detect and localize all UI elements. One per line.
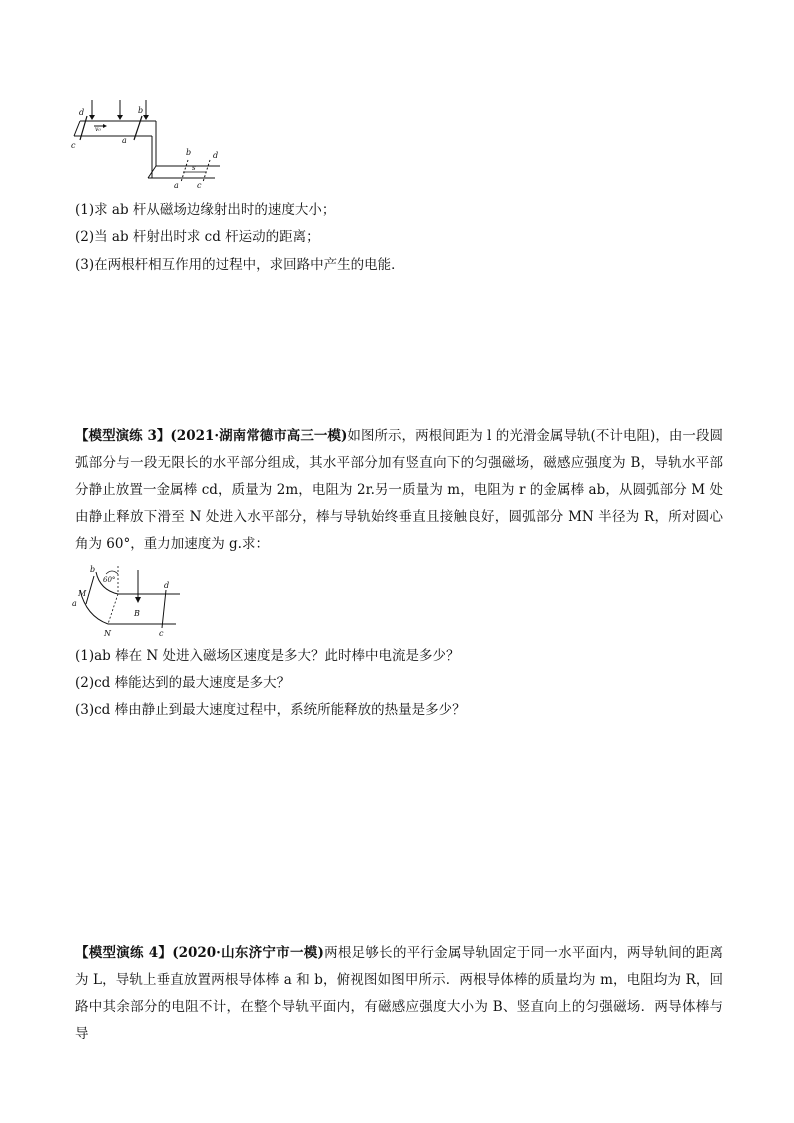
p4-statement xyxy=(75,940,723,1048)
arc-rail-figure xyxy=(70,562,188,642)
fig1-label-b: b xyxy=(138,106,144,115)
fig2-label-angle: 60° xyxy=(103,576,116,584)
fig2-label-a: a xyxy=(72,599,77,608)
p3-heading: 【模型演练 3】(2021·湖南常德市高三一模) xyxy=(75,428,348,444)
p4-body: 两根足够长的平行金属导轨固定于同一水平面内，两导轨间的距离为 L，导轨上垂直放置两根导体棒 a 和 b，俯视图如图甲所示．两根导体棒的质量均为 m，电阻均为 R，回路中其余部分的电阻不计，在整个导轨平面内，有磁感应强度大小为 B、竖直向上的匀强磁场．两导体棒与导 xyxy=(75,945,723,1042)
p3-question-1: (1)ab 棒在 N 处进入磁场区速度是多大？此时棒中电流是多少？ xyxy=(75,648,460,664)
p2-question-1: (1)求 ab 杆从磁场边缘射出时的速度大小； xyxy=(75,202,336,218)
fig2-label-c: c xyxy=(159,629,164,638)
fig1-label-v0: v₀ xyxy=(95,126,101,133)
fig1-label-c: c xyxy=(71,141,76,150)
fig1-label-b-low: b xyxy=(186,148,192,157)
p3-statement xyxy=(75,423,723,558)
fig2-label-M: M xyxy=(78,589,87,598)
fig1-label-d-right: d xyxy=(213,151,219,160)
fig1-label-a: a xyxy=(122,136,127,145)
p3-question-2: (2)cd 棒能达到的最大速度是多大？ xyxy=(75,675,291,691)
fig1-label-s: s xyxy=(192,164,196,172)
p3-question-3: (3)cd 棒由静止到最大速度过程中，系统所能释放的热量是多少？ xyxy=(75,702,466,718)
fig2-label-N: N xyxy=(104,629,111,638)
rail-diagram-figure xyxy=(70,98,230,190)
fig2-label-d: d xyxy=(164,581,170,590)
fig1-label-d: d xyxy=(79,108,85,117)
fig1-label-a-low: a xyxy=(174,181,179,190)
fig1-label-c-low: c xyxy=(197,181,202,190)
p3-body: 如图所示，两根间距为 l 的光滑金属导轨(不计电阻)，由一段圆弧部分与一段无限长的水平部分组成，其水平部分加有竖直向下的匀强磁场，磁感应强度为 B，导轨水平部分静止放置一金属棒 cd，质量为 2m，电阻为 2r.另一质量为 m，电阻为 r 的金属棒 ab，从圆弧部分 M 处由静止释放下滑至 N 处进入水平部分，棒与导轨始终垂直且接触良好，圆弧部分 MN 半径为 R，所对圆心角为 60°，重力加速度为 g.求： xyxy=(75,428,723,552)
fig2-label-B: B xyxy=(134,609,140,618)
p4-heading: 【模型演练 4】(2020·山东济宁市一模) xyxy=(75,945,324,961)
p2-question-3: (3)在两根杆相互作用的过程中，求回路中产生的电能． xyxy=(75,257,405,273)
p2-question-2: (2)当 ab 杆射出时求 cd 杆运动的距离； xyxy=(75,229,320,245)
fig2-label-b: b xyxy=(90,565,96,574)
